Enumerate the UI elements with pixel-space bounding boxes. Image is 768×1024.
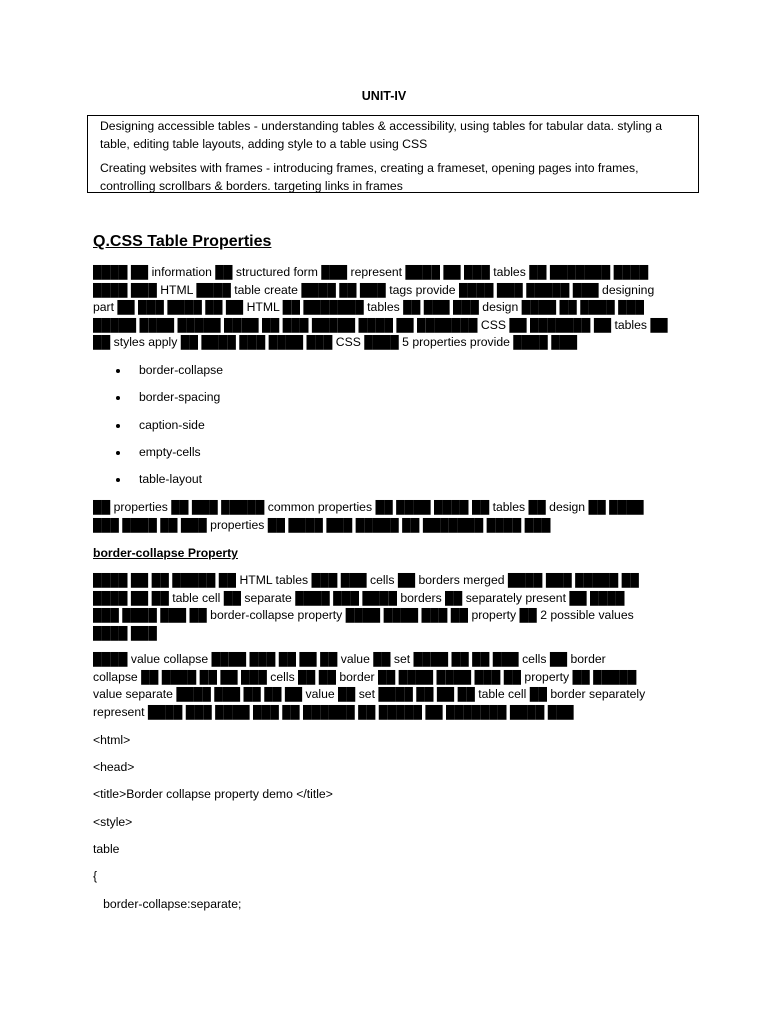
paragraph-line: ████ ██ ██ █████ ██ HTML tables ███ ███ cells ██ borders merged ████ ███ █████ ██ bbox=[93, 573, 639, 587]
list-item: caption-side bbox=[93, 417, 223, 444]
summary-line: ███ ████ ██ ███ properties ██ ████ ███ █████ ██ ███████ ████ ███ bbox=[93, 517, 551, 532]
list-item: empty-cells bbox=[93, 444, 223, 471]
syllabus-paragraph-frames: Creating websites with frames - introducing frames, creating a frameset, opening pages into frames, controlling scrollbars & borders. targeting links in frames bbox=[100, 161, 639, 193]
intro-line: ██ styles apply ██ ████ ███ ████ ███ CSS ████ 5 properties provide ████ ███ bbox=[93, 335, 578, 350]
paragraph-line: collapse ██ ████ ██ ██ ███ cells ██ ██ border ██ ████ ████ ███ ██ property ██ █████ bbox=[93, 669, 637, 684]
list-item: border-spacing bbox=[93, 389, 223, 416]
code-line: <head> bbox=[93, 760, 135, 774]
syllabus-paragraph-tables: Designing accessible tables - understanding tables & accessibility, using tables for tabular data. styling a table, editing table layouts, adding style to a table using CSS bbox=[100, 119, 663, 151]
border-collapse-paragraph-2 bbox=[93, 651, 683, 721]
intro-paragraph bbox=[93, 264, 683, 352]
code-line: <title>Border collapse property demo </title> bbox=[93, 787, 333, 801]
list-item: border-collapse bbox=[93, 362, 223, 389]
code-line: { bbox=[93, 869, 98, 883]
code-line: <html> bbox=[93, 733, 131, 747]
unit-title: UNIT-IV bbox=[361, 89, 407, 103]
code-line: table bbox=[93, 842, 120, 856]
list-item: table-layout bbox=[93, 471, 223, 498]
subheading: border-collapse Property bbox=[93, 546, 238, 560]
intro-line: part ██ ███ ████ ██ ██ HTML ██ ███████ tables ██ ███ ███ design ████ ██ ████ ███ bbox=[93, 300, 645, 315]
intro-line: ████ ██ information ██ structured form ███ represent ████ ██ ███ tables ██ ███████ ████ bbox=[93, 265, 649, 279]
border-collapse-paragraph-1 bbox=[93, 572, 683, 642]
intro-line: █████ ████ █████ ████ ██ ███ █████ ████ ██ ███████ CSS ██ ███████ ██ tables ██ bbox=[93, 317, 668, 332]
paragraph-line: ████ value collapse ████ ███ ██ ██ ██ value ██ set ████ ██ ██ ███ cells ██ border bbox=[93, 652, 606, 666]
paragraph-line: ███ ████ ███ ██ border-collapse property ████ ████ ███ ██ property ██ 2 possible values bbox=[93, 608, 634, 623]
code-line: border-collapse:separate; bbox=[93, 897, 242, 911]
code-line: <style> bbox=[93, 815, 133, 829]
syllabus-box bbox=[87, 115, 699, 193]
paragraph-line: ████ ███ bbox=[93, 625, 157, 640]
property-list bbox=[93, 362, 223, 498]
paragraph-line: ████ ██ ██ table cell ██ separate ████ ███ ████ borders ██ separately present ██ ████ bbox=[93, 590, 625, 605]
intro-line: ████ ███ HTML ████ table create ████ ██ ███ tags provide ████ ███ █████ ███ designing bbox=[93, 282, 655, 297]
section-heading: Q.CSS Table Properties bbox=[93, 233, 272, 250]
summary-paragraph bbox=[93, 499, 683, 534]
paragraph-line: value separate ████ ███ ██ ██ ██ value ██ set ████ ██ ██ ██ table cell ██ border separately bbox=[93, 687, 646, 702]
summary-line: ██ properties ██ ███ █████ common properties ██ ████ ████ ██ tables ██ design ██ ████ bbox=[93, 500, 644, 514]
paragraph-line: represent ████ ███ ████ ███ ██ ██████ ██ █████ ██ ███████ ████ ███ bbox=[93, 704, 574, 719]
